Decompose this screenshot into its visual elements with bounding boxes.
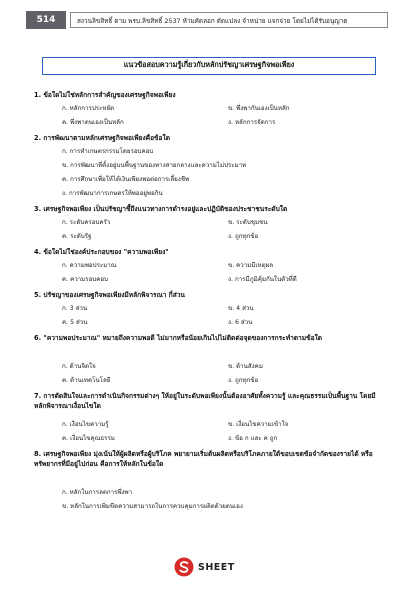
- q6-option-c: ค. ด้านเทคโนโลยี: [62, 377, 111, 384]
- q1-option-b: ข. พึ่งพากันเองเป็นหลัก: [228, 105, 290, 112]
- question-3: 3. เศรษฐกิจพอเพียง เป็นปรัชญาชี้ถึงแนวทางการดำรงอยู่และปฏิบัติของประชาชนระดับใด: [34, 205, 288, 213]
- q1-option-c: ค. พึ่งพาตนเองเป็นหลัก: [62, 119, 124, 126]
- q3-option-d: ง. ถูกทุกข้อ: [228, 233, 259, 240]
- q2-option-a: ก. การทำเกษตรกรรมโดยรอบคอบ: [62, 148, 154, 155]
- title-box: [42, 57, 376, 75]
- q3-option-b: ข. ระดับชุมชน: [228, 219, 268, 226]
- q5-option-c: ค. 5 ส่วน: [62, 319, 88, 326]
- q7-option-b: ข. เงื่อนไขความเข้าใจ: [228, 421, 289, 428]
- q3-option-a: ก. ระดับครอบครัว: [62, 219, 111, 226]
- q8-option-b: ข. หลักในการเพิ่มขีดความสามารถในการควบคุมการผลิตด้วยตนเอง: [62, 503, 243, 510]
- question-4: 4. ข้อใดไม่ใช่องค์ประกอบของ "ความพอเพียง": [34, 248, 169, 256]
- q5-option-b: ข. 4 ส่วน: [228, 305, 254, 312]
- q6-option-b: ข. ด้านสังคม: [228, 363, 263, 370]
- sheet-logo: [174, 555, 254, 579]
- copyright-notice: สงวนลิขสิทธิ์ ตาม พรบ.ลิขสิทธิ์ 2537 ห้ามคัดลอก ดัดแปลง จำหน่าย แจกจ่าย โดยไม่ได้รับอนุญาต: [70, 12, 388, 28]
- q6-option-d: ง. ถูกทุกข้อ: [228, 377, 259, 384]
- question-6: 6. "ความพอประมาณ" หมายถึงความพอดี ไม่มากหรือน้อยเกินไปไม่ติดต่อจุดของการกระทำตามข้อใด: [34, 334, 323, 342]
- page-title: แนวข้อสอบความรู้เกี่ยวกับหลักปรัชญาเศรษฐกิจพอเพียง: [43, 58, 375, 75]
- q7-option-d: ง. ข้อ ก และ ค ถูก: [228, 435, 278, 442]
- q4-option-a: ก. ความพอประมาณ: [62, 262, 117, 269]
- q5-option-a: ก. 3 ส่วน: [62, 305, 88, 312]
- q8-option-a: ก. หลักในการลดการพึ่งพา: [62, 489, 133, 496]
- question-1: 1. ข้อใดไม่ใช่หลักการสำคัญของเศรษฐกิจพอเพียง: [34, 91, 176, 99]
- q7-option-a: ก. เงื่อนไขความรู้: [62, 421, 109, 428]
- q4-option-b: ข. ความมีเหตุผล: [228, 262, 274, 269]
- q7-option-c: ค. เงื่อนไขคุณธรรม: [62, 435, 115, 442]
- question-7: 7. การตัดสินใจและการดำเนินกิจกรรมต่างๆ ให้อยู่ในระดับพอเพียงนั้นต้องอาศัยทั้งความรู้ และคุณธรรมเป็นพื้นฐาน โดยมีหลักพิจารณาเงื่อนไขใด: [34, 392, 376, 410]
- page-number: 514: [26, 11, 66, 29]
- q2-option-d: ง. การพัฒนาการเกษตรให้พออยู่พอกิน: [62, 190, 163, 197]
- q4-option-d: ง. การมีภูมิคุ้มกันในตัวที่ดี: [228, 276, 297, 283]
- question-2: 2. การพัฒนาตามหลักเศรษฐกิจพอเพียงคือข้อใด: [34, 134, 170, 142]
- sheet-logo-icon: [174, 557, 194, 577]
- q2-option-b: ข. การพัฒนาที่ตั้งอยู่บนพื้นฐานของทางสายกลางและความไม่ประมาท: [62, 162, 247, 169]
- q3-option-c: ค. ระดับรัฐ: [62, 233, 92, 240]
- q2-option-c: ค. การศึกษาเพื่อให้ได้เงินเพียงพอต่อการเลี้ยงชีพ: [62, 176, 190, 183]
- q1-option-a: ก. หลักการประหยัด: [62, 105, 115, 112]
- q6-option-a: ก. ด้านจิตใจ: [62, 363, 96, 370]
- q1-option-d: ง. หลักการจัดการ: [228, 119, 276, 126]
- sheet-logo-text: SHEET: [198, 561, 235, 573]
- question-8: 8. เศรษฐกิจพอเพียง มุ่งเน้นให้ผู้ผลิตหรือผู้บริโภค พยายามเริ่มต้นผลิตหรือบริโภคภายใต้ขอบเขตข้อจำกัดของรายได้ หรือทรัพยากรที่มีอยู่ไปก่อน คือการให้หลักในข้อใด: [34, 450, 373, 468]
- q4-option-c: ค. ความรอบคอบ: [62, 276, 108, 283]
- question-5: 5. ปรัชญาของเศรษฐกิจพอเพียงมีหลักพิจารณา กี่ส่วน: [34, 291, 185, 299]
- q5-option-d: ง. 6 ส่วน: [228, 319, 253, 326]
